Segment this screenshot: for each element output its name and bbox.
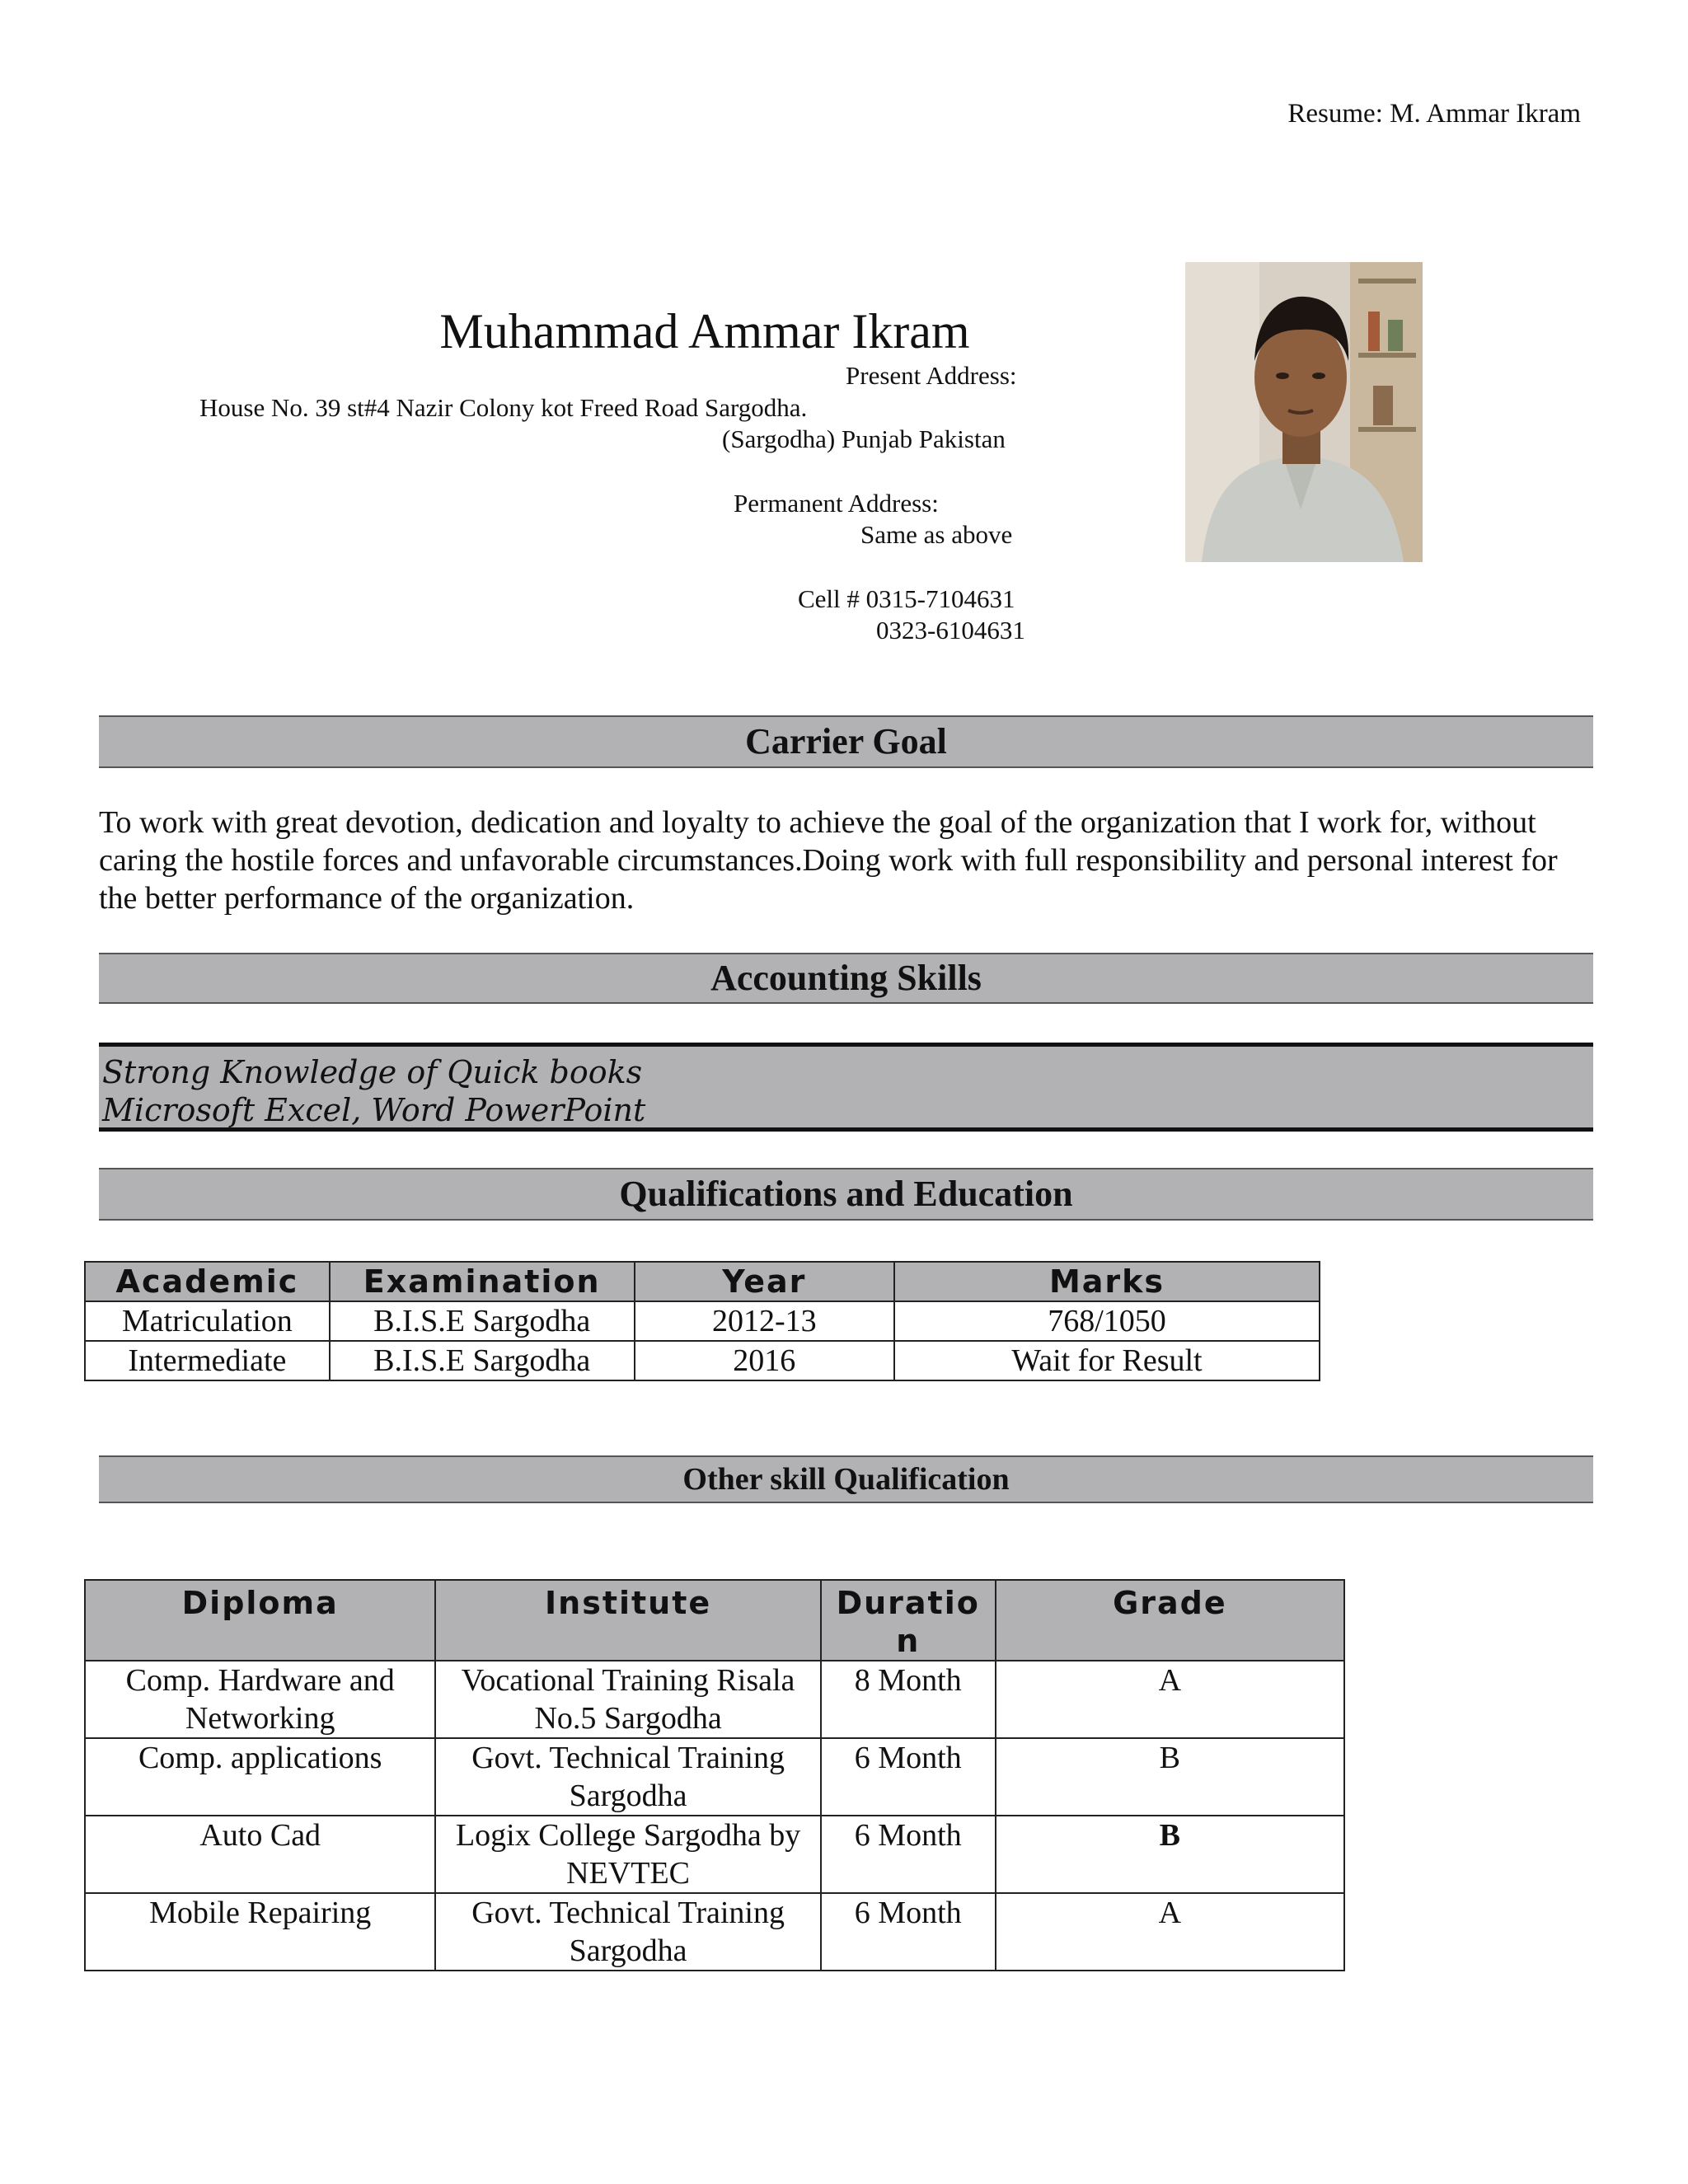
table-cell: B.I.S.E Sargodha	[330, 1301, 635, 1341]
section-qualifications	[99, 1168, 1593, 1221]
table-header-cell: Academic	[85, 1262, 330, 1301]
section-qualifications-title: Qualifications and Education	[619, 1174, 1073, 1214]
section-accounting-skills-title: Accounting Skills	[710, 958, 982, 998]
table-row	[85, 1816, 1344, 1893]
education-table	[84, 1261, 1320, 1381]
table-header-cell: Institute	[435, 1580, 820, 1661]
present-address-label: Present Address:	[846, 361, 1017, 390]
accounting-skill-item: Strong Knowledge of Quick books	[102, 1054, 643, 1090]
table-cell: Govt. Technical Training Sargodha	[435, 1738, 820, 1816]
table-header-cell: Examination	[330, 1262, 635, 1301]
present-address-line1: House No. 39 st#4 Nazir Colony kot Freed Road Sargodha.	[199, 393, 808, 422]
table-cell: B	[996, 1816, 1344, 1893]
table-cell: 6 Month	[821, 1893, 996, 1971]
candidate-name: Muhammad Ammar Ikram	[439, 304, 970, 359]
table-cell: Logix College Sargodha by NEVTEC	[435, 1816, 820, 1893]
table-cell: 2012-13	[635, 1301, 894, 1341]
table-cell: Comp. Hardware and Networking	[85, 1661, 435, 1738]
table-cell: A	[996, 1661, 1344, 1738]
table-row	[85, 1301, 1320, 1341]
table-cell: Matriculation	[85, 1301, 330, 1341]
table-cell: A	[996, 1893, 1344, 1971]
section-other-skill	[99, 1455, 1593, 1503]
table-header-row	[85, 1580, 1344, 1661]
profile-photo	[1185, 262, 1423, 562]
table-cell: Comp. applications	[85, 1738, 435, 1816]
table-cell: 6 Month	[821, 1738, 996, 1816]
table-header-cell: Duratio n	[821, 1580, 996, 1661]
section-other-skill-title: Other skill Qualification	[682, 1462, 1010, 1497]
table-cell: B.I.S.E Sargodha	[330, 1341, 635, 1380]
table-cell: Mobile Repairing	[85, 1893, 435, 1971]
permanent-address-value: Same as above	[860, 520, 1013, 549]
table-cell: Vocational Training Risala No.5 Sargodha	[435, 1661, 820, 1738]
table-cell: B	[996, 1738, 1344, 1816]
table-cell: Intermediate	[85, 1341, 330, 1380]
section-accounting-skills	[99, 953, 1593, 1004]
permanent-address-label: Permanent Address:	[734, 489, 939, 518]
header-note: Resume: M. Ammar Ikram	[1287, 99, 1581, 129]
table-header-row	[85, 1262, 1320, 1301]
section-career-goal	[99, 715, 1593, 768]
table-cell: 2016	[635, 1341, 894, 1380]
table-cell: Govt. Technical Training Sargodha	[435, 1893, 820, 1971]
table-header-cell: Grade	[996, 1580, 1344, 1661]
table-row	[85, 1341, 1320, 1380]
section-career-goal-title: Carrier Goal	[745, 721, 947, 762]
table-header-cell: Marks	[894, 1262, 1320, 1301]
accounting-skills-list	[99, 1043, 1593, 1132]
table-cell: 8 Month	[821, 1661, 996, 1738]
table-row	[85, 1893, 1344, 1971]
career-goal-text: To work with great devotion, dedication and loyalty to achieve the goal of the organization that I work for, without caring the hostile forces and unfavorable circumstances.Doing work with full responsibility and personal interest for the better performance of the organization.	[99, 805, 1558, 916]
table-row	[85, 1738, 1344, 1816]
table-row	[85, 1661, 1344, 1738]
skills-table	[84, 1579, 1345, 1971]
table-cell: 768/1050	[894, 1301, 1320, 1341]
cell-line2: 0323-6104631	[876, 616, 1025, 644]
table-header-cell: Year	[635, 1262, 894, 1301]
table-cell: 6 Month	[821, 1816, 996, 1893]
accounting-skill-item: Microsoft Excel, Word PowerPoint	[102, 1092, 646, 1128]
present-address-line2: (Sargodha) Punjab Pakistan	[722, 424, 1006, 453]
table-header-cell: Diploma	[85, 1580, 435, 1661]
table-cell: Wait for Result	[894, 1341, 1320, 1380]
table-cell: Auto Cad	[85, 1816, 435, 1893]
cell-line1: Cell # 0315-7104631	[798, 584, 1015, 613]
